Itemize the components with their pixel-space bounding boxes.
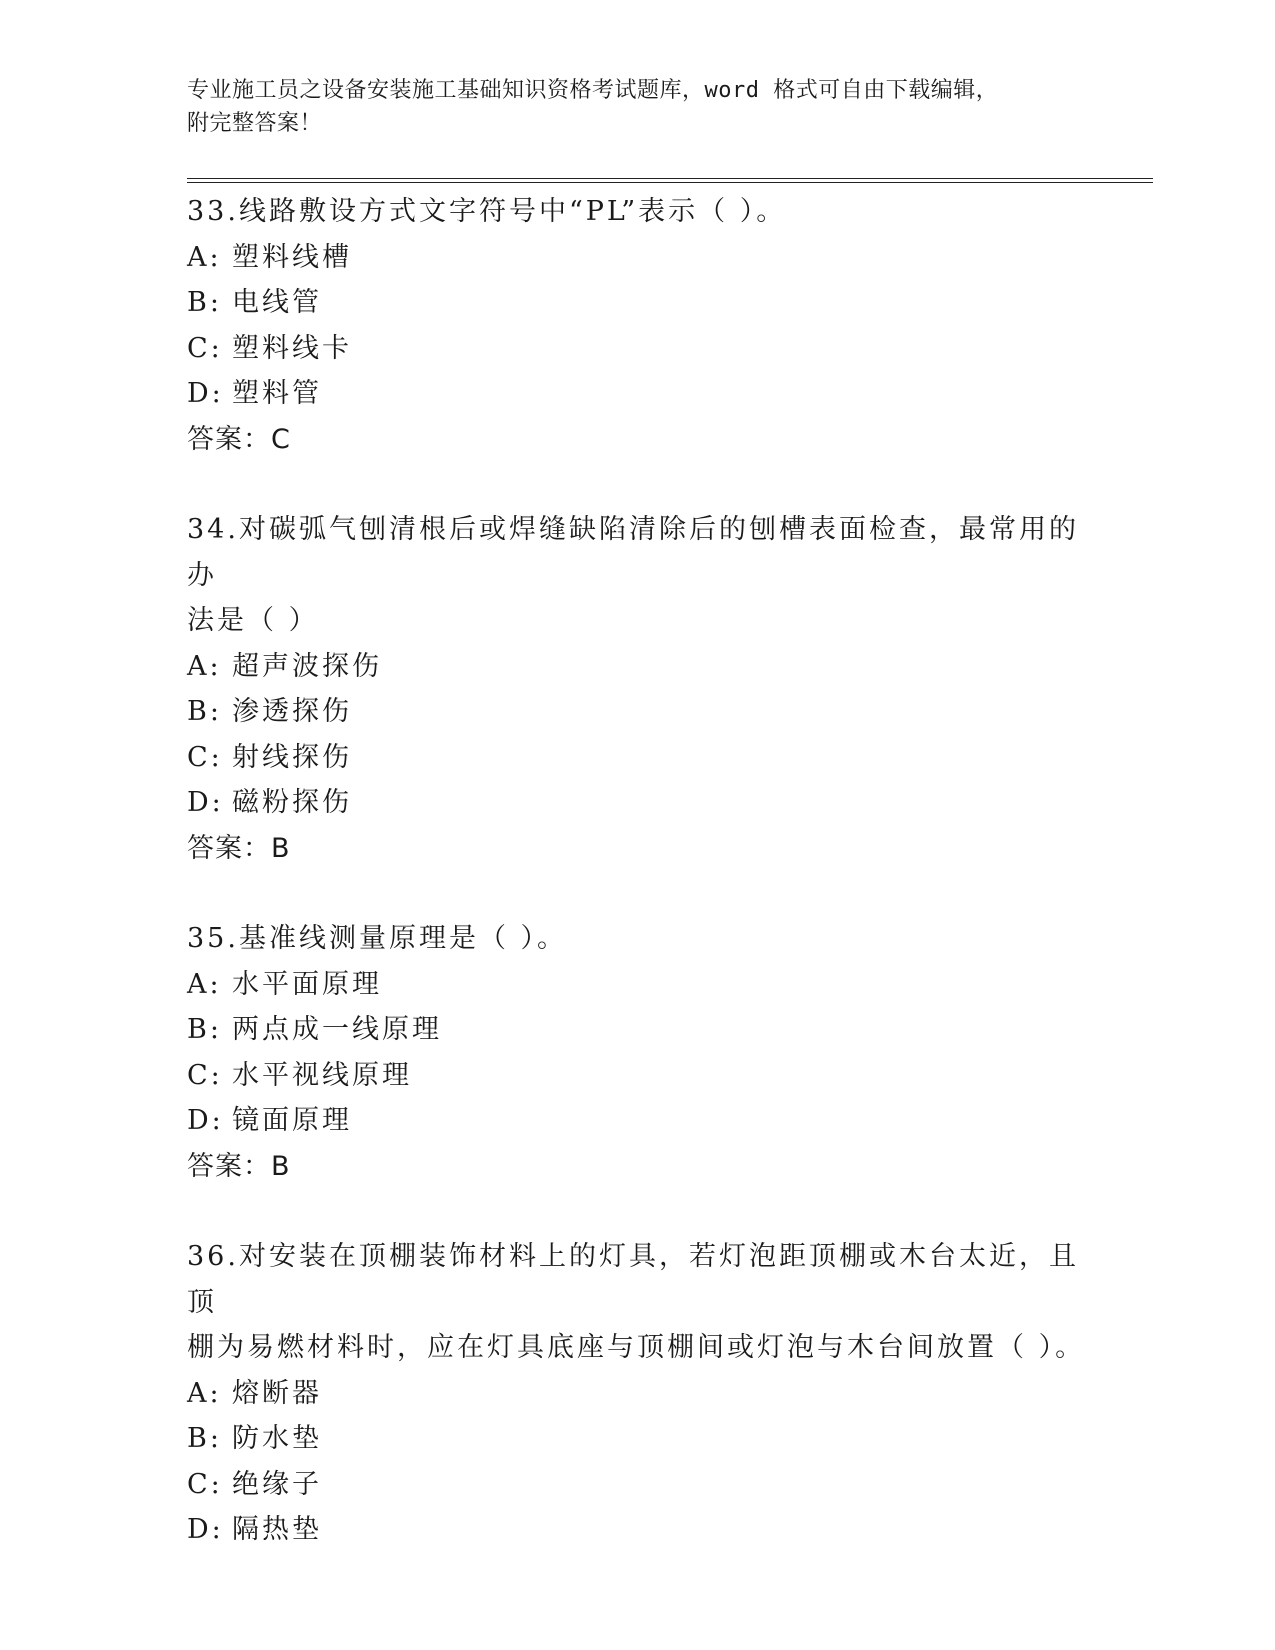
question-spacer bbox=[187, 462, 1087, 507]
option-row bbox=[187, 1462, 1087, 1508]
header-line-2: 附完整答案！ bbox=[187, 111, 323, 136]
question-4 bbox=[187, 1234, 1087, 1553]
option-text: 两点成一线原理 bbox=[232, 1014, 442, 1045]
option-key: B: bbox=[187, 287, 222, 318]
question-spacer bbox=[187, 871, 1087, 916]
option-text: 塑料线槽 bbox=[232, 241, 352, 273]
option-key: D: bbox=[187, 787, 224, 818]
option-row bbox=[187, 780, 1087, 826]
option-row bbox=[187, 1507, 1087, 1553]
option-row bbox=[187, 962, 1087, 1008]
answer-text: 答案：B bbox=[187, 832, 291, 864]
answer-text: 答案：B bbox=[187, 1150, 291, 1182]
option-text: 隔热垫 bbox=[232, 1514, 322, 1545]
question-stem-line: 35.基准线测量原理是（ ）。 bbox=[187, 923, 568, 954]
option-key: B: bbox=[187, 1014, 222, 1045]
option-row bbox=[187, 280, 1087, 326]
question-spacer bbox=[187, 1189, 1087, 1234]
question-3 bbox=[187, 916, 1087, 1234]
option-text: 电线管 bbox=[232, 287, 322, 318]
option-row bbox=[187, 1007, 1087, 1053]
header-divider-bottom bbox=[187, 182, 1153, 183]
question-stem-line: 棚为易燃材料时，应在灯具底座与顶棚间或灯泡与木台间放置（ ）。 bbox=[187, 1332, 1086, 1363]
header-divider-top bbox=[187, 178, 1153, 179]
option-text: 超声波探伤 bbox=[232, 650, 382, 682]
option-key: B: bbox=[187, 696, 222, 727]
option-row bbox=[187, 689, 1087, 735]
option-row bbox=[187, 644, 1087, 690]
option-row bbox=[187, 1416, 1087, 1462]
option-key: A: bbox=[187, 650, 222, 682]
option-key: D: bbox=[187, 1514, 224, 1545]
option-text: 水平视线原理 bbox=[232, 1059, 412, 1091]
option-key: C: bbox=[187, 1468, 223, 1500]
option-text: 塑料线卡 bbox=[232, 332, 352, 364]
option-text: 塑料管 bbox=[232, 378, 322, 409]
option-key: A: bbox=[187, 241, 222, 273]
option-text: 绝缘子 bbox=[232, 1468, 322, 1500]
option-key: C: bbox=[187, 332, 223, 364]
option-row bbox=[187, 735, 1087, 781]
option-text: 磁粉探伤 bbox=[232, 787, 352, 818]
option-row bbox=[187, 1053, 1087, 1099]
document-header bbox=[187, 74, 1087, 140]
option-key: A: bbox=[187, 1377, 222, 1409]
question-stem-line: 33.线路敷设方式文字符号中“PL”表示（ ）。 bbox=[187, 196, 787, 227]
option-row bbox=[187, 371, 1087, 417]
question-2 bbox=[187, 507, 1087, 916]
option-row bbox=[187, 326, 1087, 372]
option-key: C: bbox=[187, 1059, 223, 1091]
option-text: 水平面原理 bbox=[232, 968, 382, 1000]
question-stem-line: 法是（ ） bbox=[187, 605, 319, 636]
option-text: 防水垫 bbox=[232, 1423, 322, 1454]
question-list bbox=[187, 189, 1087, 1553]
option-row bbox=[187, 1371, 1087, 1417]
option-key: D: bbox=[187, 378, 224, 409]
question-1 bbox=[187, 189, 1087, 507]
header-line-1: 专业施工员之设备安装施工基础知识资格考试题库，word 格式可自由下载编辑， bbox=[187, 78, 999, 103]
question-stem-line: 36.对安装在顶棚装饰材料上的灯具，若灯泡距顶棚或木台太近，且顶 bbox=[187, 1241, 1079, 1318]
option-text: 熔断器 bbox=[232, 1377, 322, 1409]
option-row bbox=[187, 1098, 1087, 1144]
option-row bbox=[187, 235, 1087, 281]
option-key: B: bbox=[187, 1423, 222, 1454]
option-key: D: bbox=[187, 1105, 224, 1136]
option-text: 镜面原理 bbox=[232, 1105, 352, 1136]
option-key: C: bbox=[187, 741, 223, 773]
option-text: 渗透探伤 bbox=[232, 696, 352, 727]
option-key: A: bbox=[187, 968, 222, 1000]
option-text: 射线探伤 bbox=[232, 741, 352, 773]
answer-text: 答案：C bbox=[187, 423, 291, 455]
question-stem-line: 34.对碳弧气刨清根后或焊缝缺陷清除后的刨槽表面检查，最常用的办 bbox=[187, 514, 1079, 591]
